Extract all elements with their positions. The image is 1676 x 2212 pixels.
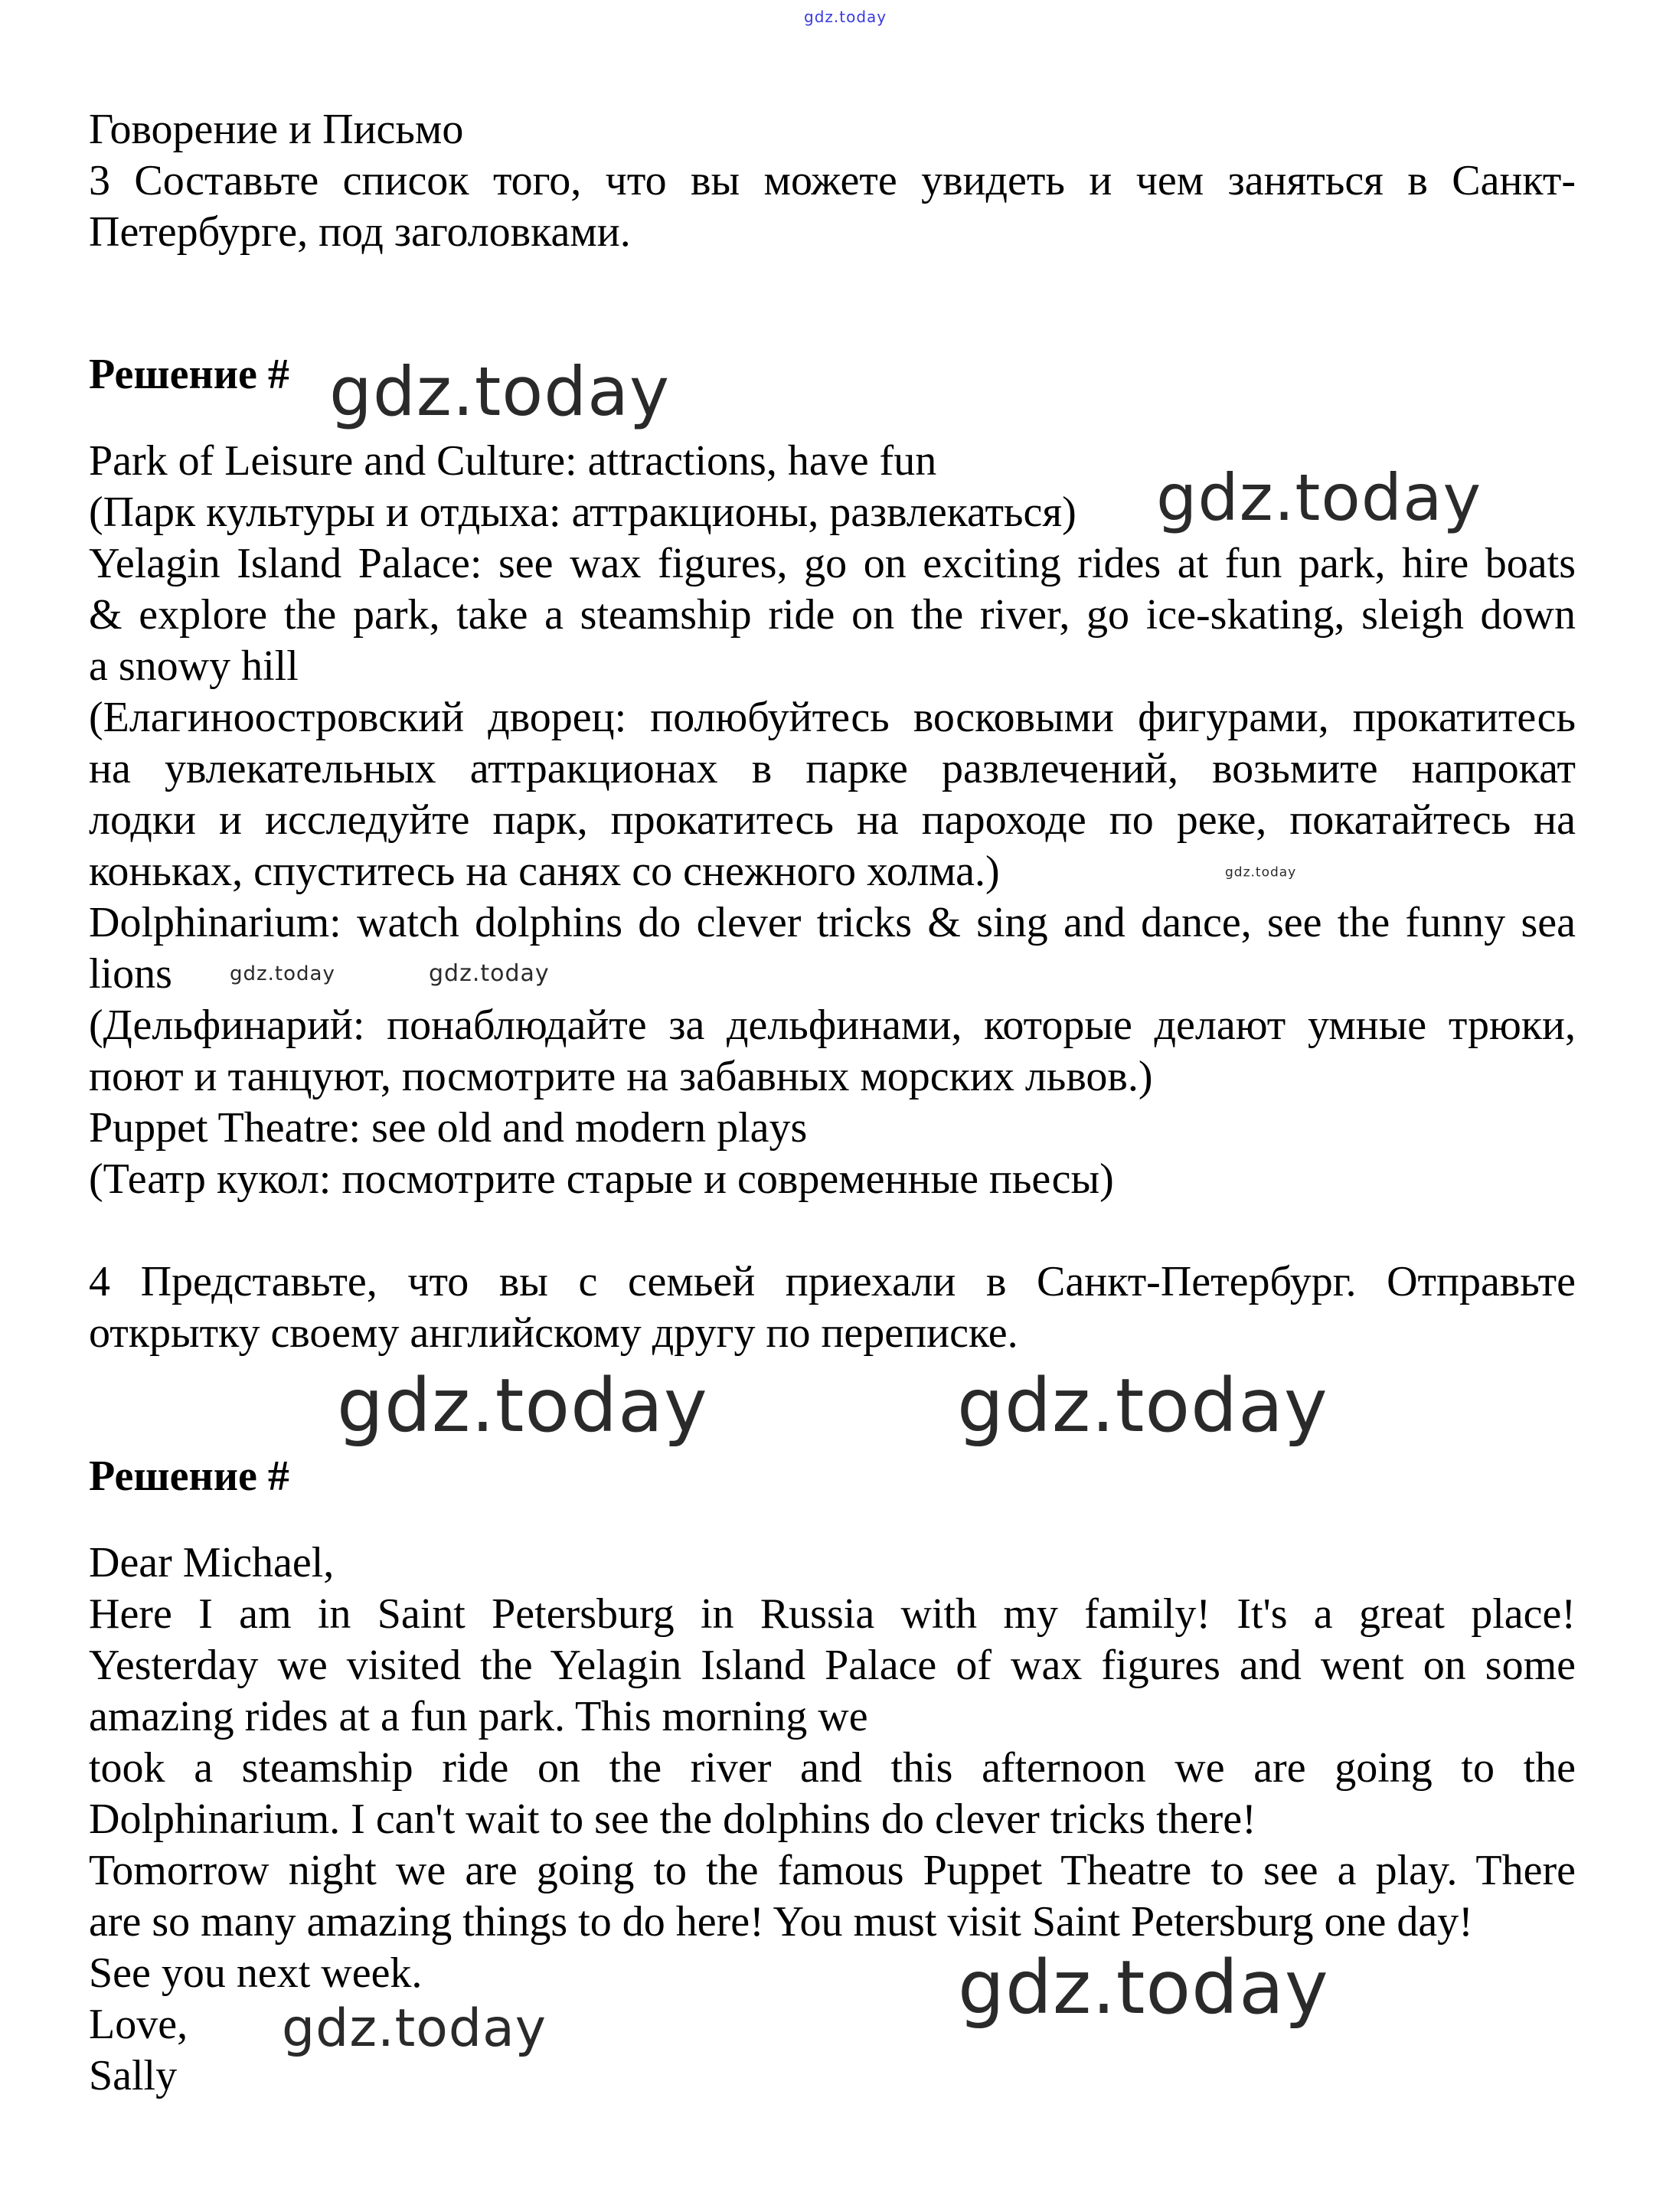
answer-line: (Елагиноостровский дворец: полюбуйтесь восковыми фигурами, прокатитесь	[89, 694, 1576, 741]
task-text: Петербурге, под заголовками.	[89, 208, 631, 256]
answer-line: Yelagin Island Palace: see wax figures, go on exciting rides at fun park, hire boats	[89, 540, 1576, 587]
answer-line: Dolphinarium: watch dolphins do clever tricks & sing and dance, see the funny sea	[89, 899, 1576, 946]
letter-line: Dolphinarium. I can't wait to see the dolphins do clever tricks there!	[89, 1795, 1256, 1843]
answer-3	[89, 436, 1576, 1205]
watermark-top: gdz.today	[804, 8, 887, 26]
letter-line: Sally	[89, 2052, 178, 2099]
letter-line: Here I am in Saint Petersburg in Russia with my family! It's a great place!	[89, 1590, 1576, 1638]
answer-line: (Дельфинарий: понаблюдайте за дельфинами, которые делают умные трюки,	[89, 1001, 1576, 1049]
watermark: gdz.today	[230, 962, 335, 985]
solution-label: Решение #	[89, 351, 289, 398]
watermark: gdz.today	[1156, 460, 1482, 535]
answer-line: Puppet Theatre: see old and modern plays	[89, 1104, 808, 1152]
letter-line: took a steamship ride on the river and this afternoon we are going to the	[89, 1744, 1576, 1792]
task-text: открытку своему английскому другу по переписке.	[89, 1309, 1018, 1357]
letter-line: are so many amazing things to do here! You must visit Saint Petersburg one day!	[89, 1898, 1473, 1946]
letter-line: Yesterday we visited the Yelagin Island Palace of wax figures and went on some	[89, 1642, 1576, 1689]
answer-line: & explore the park, take a steamship ride on the river, go ice-skating, sleigh down	[89, 591, 1576, 639]
watermark: gdz.today	[1225, 864, 1297, 881]
letter-line: amazing rides at a fun park. This morning we	[89, 1693, 868, 1740]
watermark: gdz.today	[337, 1363, 708, 1449]
answer-line: (Парк культуры и отдыха: аттракционы, развлекаться)	[89, 488, 1076, 536]
task-text: 4 Представьте, что вы с семьей приехали в Санкт-Петербург. Отправьте	[89, 1258, 1576, 1305]
watermark: gdz.today	[957, 1363, 1328, 1449]
solution-label: Решение #	[89, 1452, 289, 1500]
answer-line: коньках, спуститесь на санях со снежного холма.)	[89, 848, 1000, 895]
answer-line: (Театр кукол: посмотрите старые и современные пьесы)	[89, 1155, 1114, 1203]
answer-line: a snowy hill	[89, 642, 299, 690]
letter-line: Love,	[89, 2001, 188, 2048]
watermark: gdz.today	[282, 1998, 547, 2059]
watermark: gdz.today	[958, 1945, 1329, 2031]
section-heading: Говорение и Письмо	[89, 106, 464, 153]
watermark: gdz.today	[429, 960, 550, 987]
task-text: 3 Составьте список того, что вы можете увидеть и чем заняться в Санкт-	[89, 157, 1576, 204]
task-3	[89, 104, 1576, 258]
answer-line: Park of Leisure and Culture: attractions, have fun	[89, 437, 937, 485]
task-4	[89, 1256, 1576, 1359]
letter-line: Tomorrow night we are going to the famous Puppet Theatre to see a play. There	[89, 1847, 1576, 1894]
letter-line: See you next week.	[89, 1949, 423, 1997]
letter-line: Dear Michael,	[89, 1539, 335, 1586]
answer-line: lions	[89, 950, 172, 998]
answer-line: лодки и исследуйте парк, прокатитесь на пароходе по реке, покатайтесь на	[89, 796, 1576, 844]
watermark: gdz.today	[329, 352, 671, 431]
answer-line: поют и танцуют, посмотрите на забавных морских львов.)	[89, 1053, 1153, 1100]
answer-line: на увлекательных аттракционах в парке развлечений, возьмите напрокат	[89, 745, 1576, 792]
